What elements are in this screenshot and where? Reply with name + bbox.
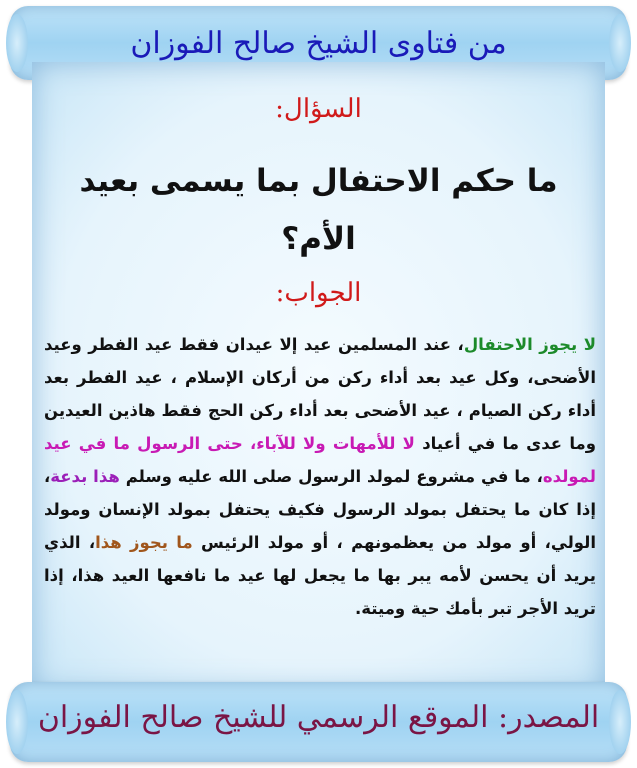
source-footer: المصدر: الموقع الرسمي للشيخ صالح الفوزان	[37, 700, 600, 735]
answer-segment: ما يجوز هذا	[95, 533, 193, 552]
answer-text	[44, 328, 596, 625]
answer-segment: ، عند المسلمين عيد إلا عيدان فقط عيد الفطر وعيد الأضحى، وكل عيد بعد أداء ركن من أركان الإسلام ، عيد الفطر بعد أداء ركن الصيام ، عيد الأضحى بعد أداء ركن الحج فقط هاذين العيدين وما عدى ما في أعياد	[44, 335, 596, 453]
answer-segment: هذا بدعة	[50, 467, 120, 486]
answer-segment: لا يجوز الاحتفال	[463, 335, 596, 354]
question-text: ما حكم الاحتفال بما يسمى بعيد الأم؟	[79, 163, 558, 257]
answer-segment: ، ما في مشروع لمولد الرسول صلى الله عليه وسلم	[119, 467, 543, 486]
question-label: السؤال:	[275, 94, 362, 124]
page-title: من فتاوى الشيخ صالح الفوزان	[130, 26, 507, 61]
answer-segment: لا للأمهات ولا للآباء، حتى الرسول ما في عيد لمولده	[44, 434, 596, 486]
answer-label: الجواب:	[275, 278, 362, 308]
answer-segment: ، الذي يريد أن يحسن لأمه يبر بها ما يجعل لها عيد ما نافعها العيد هذا، إذا تريد الأجر تبر بأمك حية وميتة.	[44, 533, 596, 618]
answer-segment: ، إذا كان ما يحتفل بمولد الرسول فكيف يحتفل بمولد الإنسان ومولد الولي، أو مولد من يعظمونهم ، أو مولد الرئيس	[44, 467, 596, 552]
